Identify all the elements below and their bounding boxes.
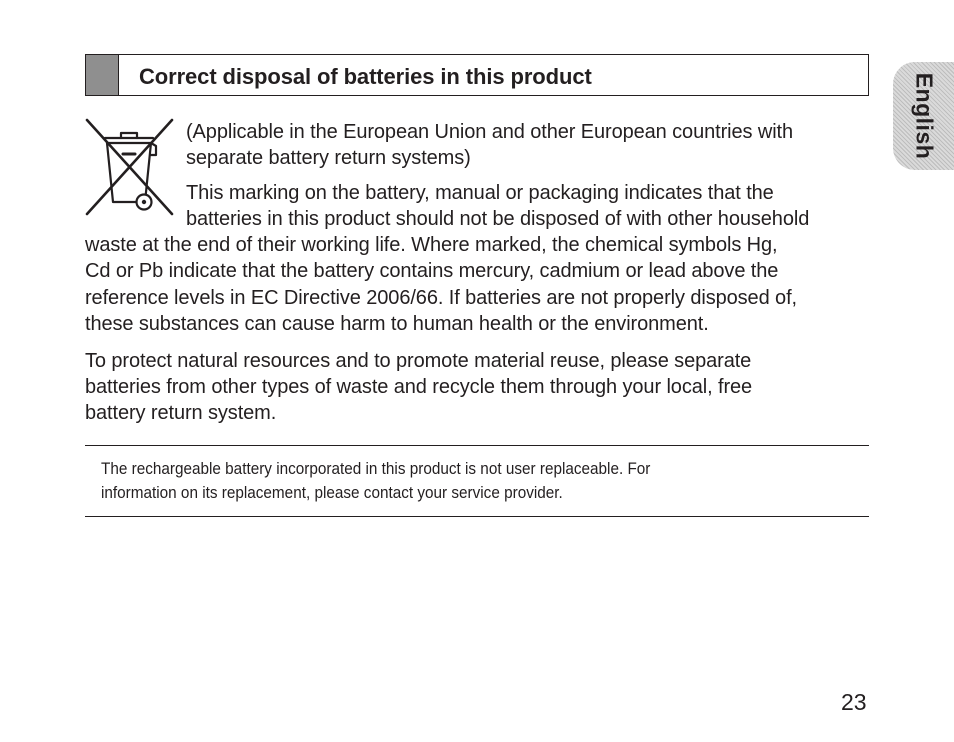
heading-marker xyxy=(86,55,119,95)
page-number: 23 xyxy=(841,689,867,715)
marking-line-1: This marking on the battery, manual or packaging indicates that the xyxy=(186,182,774,204)
protect-line-3: battery return system. xyxy=(85,402,277,424)
marking-line-5: reference levels in EC Directive 2006/66. If batteries are not properly disposed of, xyxy=(85,287,797,309)
marking-line-6: these substances can cause harm to human health or the environment. xyxy=(85,313,709,335)
marking-line-2: batteries in this product should not be disposed of with other household xyxy=(186,208,810,230)
crossed-out-wheelie-bin-icon xyxy=(83,116,178,218)
note-bottom-divider xyxy=(85,516,869,517)
applicability-line-2: separate battery return systems) xyxy=(186,147,471,169)
marking-line-3: waste at the end of their working life. Where marked, the chemical symbols Hg, xyxy=(85,234,778,256)
note-box xyxy=(101,457,731,505)
section-title: Correct disposal of batteries in this product xyxy=(139,64,592,89)
applicability-line-1: (Applicable in the European Union and other European countries with xyxy=(186,121,794,143)
note-line-1: The rechargeable battery incorporated in this product is not user replaceable. For xyxy=(101,459,651,478)
language-tab xyxy=(893,62,954,170)
marking-line-4: Cd or Pb indicate that the battery contains mercury, cadmium or lead above the xyxy=(85,260,779,282)
note-line-2: information on its replacement, please contact your service provider. xyxy=(101,483,563,502)
section-heading xyxy=(85,54,869,96)
note-top-divider xyxy=(85,445,869,446)
protect-line-1: To protect natural resources and to promote material reuse, please separate xyxy=(85,350,752,372)
language-tab-label: English xyxy=(911,72,938,160)
protect-line-2: batteries from other types of waste and recycle them through your local, free xyxy=(85,376,753,398)
